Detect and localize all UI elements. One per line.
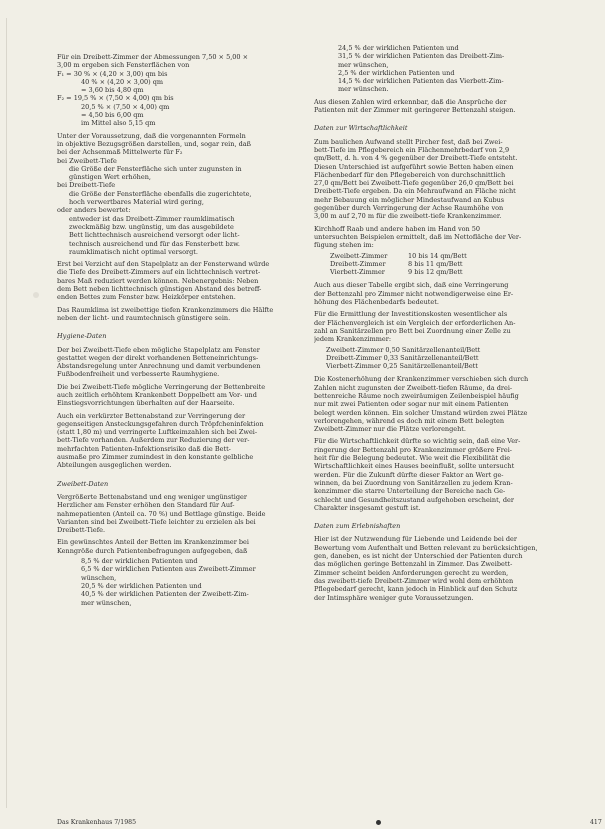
paragraph bbox=[57, 306, 307, 323]
text-line: Ein gewünschtes Anteil der Betten im Krankenzimmer bei bbox=[57, 538, 249, 547]
text-line: mehr Bebauung ein möglicher Mindestaufwand an Kubus bbox=[314, 195, 505, 204]
text-line: Zimmer scheint beiden Anforderungen gerecht zu werden, bbox=[314, 568, 509, 577]
area-table bbox=[314, 252, 559, 277]
text-line: Auch aus dieser Tabelle ergibt sich, daß eine Verringerung bbox=[314, 281, 509, 290]
text-line: Die Kostenerhöhung der Krankenzimmer verschieben sich durch bbox=[314, 375, 529, 384]
formula-line: 3,00 m ergeben sich Fensterflächen von bbox=[57, 61, 190, 70]
paragraph bbox=[57, 260, 307, 301]
percentage-list bbox=[57, 557, 307, 607]
text-line: Für die Wirtschaftlichkeit dürfte so wichtig sein, daß eine Ver- bbox=[314, 437, 521, 446]
paragraph bbox=[57, 383, 307, 408]
text-line: raumklimatisch nicht optimal versorgt. bbox=[69, 247, 198, 256]
text-line: Unter der Voraussetzung, daß die vorgenannten Formeln bbox=[57, 131, 246, 140]
paragraph bbox=[314, 138, 559, 221]
list-item: 8,5 % der wirklichen Patienten und bbox=[81, 557, 198, 566]
text-line: bettenreiche Räume noch zweiräumigen Zeilenbeispiel häufig bbox=[314, 391, 519, 400]
list-item: 40,5 % der wirklichen Patienten der Zweibett-Zim- bbox=[81, 590, 249, 599]
list-item: 6,5 % der wirklichen Patienten aus Zweibett-Zimmer bbox=[81, 565, 256, 574]
table-row: Zweibett-Zimmer 0,50 Sanitärzellenanteil/Bett bbox=[326, 345, 481, 354]
text-line: 3,00 m auf 2,70 m für die zweibett-tiefe Krankenzimmer. bbox=[314, 212, 502, 221]
text-line: gen, daneben, es ist nicht der Unterschied der Patienten durch bbox=[314, 552, 523, 561]
text-line: oder anders bewertet: bbox=[57, 206, 131, 215]
text-line: hoch verwertbares Material wird gering, bbox=[69, 198, 204, 207]
paragraph bbox=[314, 375, 559, 433]
text-line: der Intimsphäre weniger gute Voraussetzungen. bbox=[314, 593, 474, 602]
page-marker-dot bbox=[376, 820, 381, 825]
paragraph bbox=[314, 281, 559, 306]
section-heading: Daten zum Erlebnishaften bbox=[314, 522, 401, 531]
paragraph bbox=[57, 132, 307, 256]
page-edge-shadow bbox=[6, 18, 7, 808]
binding-hole bbox=[33, 292, 39, 298]
text-line: Aus diesen Zahlen wird erkennbar, daß die Ansprüche der bbox=[314, 97, 507, 106]
text-line: das zweibett-tiefe Dreibett-Zimmer wird wohl dem erhöhten bbox=[314, 576, 514, 585]
text-line: Zum baulichen Aufwand stellt Pircher fest, daß bei Zwei- bbox=[314, 137, 503, 146]
text-line: entweder ist das Dreibett-Zimmer raumklimatisch bbox=[69, 214, 235, 223]
text-line: bei der Achsenmaß Mittelwerte für F₂ bbox=[57, 148, 183, 157]
text-line: die Größe der Fensterfläche sich unter zugunsten in bbox=[69, 164, 242, 173]
text-line: Vergrößerte Bettenabstand und eng weniger ungünstiger bbox=[57, 492, 247, 501]
text-line: zahl an Sanitärzellen pro Bett bei Zuordnung einer Zelle zu bbox=[314, 326, 511, 335]
list-item: 20,5 % der wirklichen Patienten und bbox=[81, 581, 202, 590]
formula-line: F₁ = 30 % × (4,20 × 3,00) qm bis bbox=[57, 69, 168, 78]
table-row: Vierbett-Zimmer 0,25 Sanitärzellenanteil/Bett bbox=[326, 362, 478, 371]
text-line: Abstandsregelung unter Anrechnung und damit verbundenen bbox=[57, 362, 261, 371]
text-line: nur mit zwei Patienten oder sogar nur mit einem Patienten bbox=[314, 400, 509, 409]
text-line: Fußbodenfreiheit und verbesserte Raumhygiene. bbox=[57, 370, 220, 379]
section-heading: Zweibett-Daten bbox=[57, 479, 109, 488]
journal-footer: Das Krankenhaus 7/1985 bbox=[57, 819, 137, 826]
text-line: Flächenbedarf für den Pflegebereich von durchschnittlich bbox=[314, 170, 506, 179]
table-cell: 9 bis 12 qm/Bett bbox=[408, 268, 463, 277]
table-cell: Dreibett-Zimmer bbox=[330, 259, 386, 268]
left-column bbox=[57, 53, 307, 607]
text-line: Diesen Unterschied ist aufgeführt sowie Betten haben einen bbox=[314, 162, 514, 171]
text-line: fügung stehen im: bbox=[314, 241, 374, 250]
text-line: Einstiegsvorrichtungen überhalten auf der Haarseite. bbox=[57, 399, 235, 408]
text-line: bett-Tiefe vorhanden. Außerdem zur Reduzierung der ver- bbox=[57, 436, 250, 445]
text-line: heit für die Belegung bedeutet. Wie weit die Flexibilität die bbox=[314, 454, 511, 463]
formula-line: Für ein Dreibett-Zimmer der Abmessungen 7,50 × 5,00 × bbox=[57, 53, 249, 61]
list-item: mer wünschen, bbox=[81, 598, 132, 607]
table-cell: 8 bis 11 qm/Bett bbox=[408, 259, 463, 268]
text-line: ringerung der Bettenzahl pro Krankenzimmer größere Frei- bbox=[314, 445, 513, 454]
formula-line: 20,5 % × (7,50 × 4,00) qm bbox=[81, 102, 170, 111]
paragraph bbox=[314, 437, 559, 512]
list-item: 31,5 % der wirklichen Patienten das Dreibett-Zim- bbox=[338, 52, 505, 61]
table-cell: Vierbett-Zimmer bbox=[330, 268, 385, 277]
percentage-list bbox=[314, 44, 559, 94]
text-line: höhung des Flächenbedarfs bedeutet. bbox=[314, 298, 439, 307]
text-line: belegt werden können. Ein solcher Umstand würden zwei Plätze bbox=[314, 408, 528, 417]
text-line: Dreibett-Tiefe ergeben. Da ein Mehraufwand an Fläche nicht bbox=[314, 187, 516, 196]
paragraph bbox=[314, 225, 559, 250]
text-line: werden. Für die Zukunft dürfte dieser Faktor an Wert ge- bbox=[314, 470, 504, 479]
text-line: untersuchten Beispielen ermittelt, daß im Nettofläche der Ver- bbox=[314, 232, 522, 241]
text-line: Hier ist der Nutzwendung für Liebende und Leidende bei der bbox=[314, 535, 517, 544]
text-line: Zweibett-Zimmer nur die Plätze verlorengeht. bbox=[314, 425, 466, 434]
text-line: Bewertung vom Aufenthalt und Betten relevant zu berücksichtigen, bbox=[314, 543, 538, 552]
text-line: günstigen Wert erhöhen, bbox=[69, 173, 151, 182]
text-line: (statt 1,80 m) und verringerte Luftkeimzahlen sich bei Zwei- bbox=[57, 428, 258, 437]
paragraph bbox=[314, 535, 559, 601]
text-line: Kenngröße durch Patientenbefragungen aufgegeben, daß bbox=[57, 546, 248, 555]
text-line: der Flächenvergleich ist ein Vergleich der erforderlichen An- bbox=[314, 318, 516, 327]
text-line: gegenseitigen Ansteckungsgefahren durch Tröpfcheninfektion bbox=[57, 419, 264, 428]
text-line: auch zeitlich erhöhtem Krankenbett Doppelbett am Vor- und bbox=[57, 390, 257, 399]
paragraph bbox=[314, 98, 559, 115]
text-line: das möglichen geringe Bettenzahl in Zimmer. Das Zweibett- bbox=[314, 560, 513, 569]
list-item: 2,5 % der wirklichen Patienten und bbox=[338, 68, 455, 77]
text-line: gestattet wegen der direkt vorhandenen Betteneinrichtungs- bbox=[57, 353, 259, 362]
text-line: der Bettenzahl pro Zimmer nicht notwendigerweise eine Er- bbox=[314, 289, 514, 298]
section-heading: Hygiene-Daten bbox=[57, 332, 107, 341]
text-line: Auch ein verkürzter Bettenabstand zur Verringerung der bbox=[57, 411, 246, 420]
text-line: winnen, da bei Zuordnung von Sanitärzellen zu jedem Kran- bbox=[314, 478, 513, 487]
text-line: jedem Krankenzimmer: bbox=[314, 335, 392, 344]
text-line: Das Raumklima ist zweibettige tiefen Krankenzimmers die Hälfte bbox=[57, 305, 274, 314]
text-line: enden Bettes zum Fenster bzw. Heizkörper entstehen. bbox=[57, 293, 236, 302]
paragraph bbox=[57, 493, 307, 534]
text-line: Für die Ermittlung der Investitionskosten wesentlicher als bbox=[314, 310, 508, 319]
text-line: in objektive Bezugsgrößen darstellen, und, sogar rein, daß bbox=[57, 139, 251, 148]
formula-line: = 3,60 bis 4,80 qm bbox=[81, 86, 144, 95]
formula-line: = 4,50 bis 6,00 qm bbox=[81, 111, 144, 120]
paragraph bbox=[314, 310, 559, 343]
text-line: bei Dreibett-Tiefe bbox=[57, 181, 116, 190]
text-line: Charakter insgesamt gestuft ist. bbox=[314, 503, 421, 512]
text-line: qm/Bett, d. h. von 4 % gegenüber der Dreibett-Tiefe entsteht. bbox=[314, 154, 518, 163]
text-line: bett-Tiefe im Pflegebereich ein Flächenmehrbedarf von 2,9 bbox=[314, 145, 510, 154]
paragraph bbox=[57, 412, 307, 470]
table-row: Dreibett-Zimmer 0,33 Sanitärzellenanteil/Bett bbox=[326, 353, 479, 362]
table-cell: Zweibett-Zimmer bbox=[330, 251, 388, 260]
text-line: mehrfachten Patienten-Infektionsrisiko daß die Bett- bbox=[57, 444, 231, 453]
text-line: Die bei Zweibett-Tiefe mögliche Verringerung der Bettenbreite bbox=[57, 382, 266, 391]
text-line: Varianten sind bei Zweibett-Tiefe leichter zu erzielen als bei bbox=[57, 517, 256, 526]
text-line: Zahlen nicht zugunsten der Zweibett-tiefen Räume, da drei- bbox=[314, 383, 513, 392]
text-line: verlorengehen, während es doch mit einem Bett belegten bbox=[314, 416, 505, 425]
text-line: dem Bett neben lichttechnisch günstigen Abstand des betreff- bbox=[57, 285, 262, 294]
text-line: bares Maß reduziert werden können. Nebenergebnis: Neben bbox=[57, 276, 259, 285]
text-line: ausmaße pro Zimmer zumindest in den konstante gelbliche bbox=[57, 453, 254, 462]
list-item: 14,5 % der wirklichen Patienten das Vierbett-Zim- bbox=[338, 77, 504, 86]
text-line: Herzlicher am Fenster erhöhen den Standard für Auf- bbox=[57, 501, 235, 510]
paragraph bbox=[57, 538, 307, 555]
text-line: die Tiefe des Dreibett-Zimmers auf ein lichttechnisch vertret- bbox=[57, 268, 261, 277]
table-cell: 10 bis 14 qm/Bett bbox=[408, 251, 467, 260]
text-line: gegenüber durch Verringerung der Achse Raumhöhe von bbox=[314, 204, 504, 213]
text-line: zweckmäßig bzw. ungünstig, um das ausgebildete bbox=[69, 222, 234, 231]
text-line: Bett lichttechnisch ausreichend versorgt oder licht- bbox=[69, 231, 240, 240]
text-line: neben der licht- und raumtechnisch günstigere sein. bbox=[57, 313, 231, 322]
text-line: die Größe der Fensterfläche ebenfalls die zugerichtete, bbox=[69, 189, 252, 198]
text-line: Kirchhoff Raab und andere haben im Hand von 50 bbox=[314, 224, 481, 233]
page-number: 417 bbox=[590, 819, 602, 826]
paragraph bbox=[57, 346, 307, 379]
right-column bbox=[314, 44, 559, 606]
formula-line: 40 % × (4,20 × 3,00) qm bbox=[81, 77, 164, 86]
section-heading: Daten zur Wirtschaftlichkeit bbox=[314, 124, 408, 133]
list-item: mer wünschen, bbox=[338, 60, 389, 69]
sanitary-table bbox=[314, 346, 559, 371]
text-line: technisch ausreichend und für das Fensterbett bzw. bbox=[69, 239, 240, 248]
text-line: bei Zweibett-Tiefe bbox=[57, 156, 117, 165]
text-line: schlecht und Gesundheitszustand aufgehoben erscheint, der bbox=[314, 495, 514, 504]
text-line: 27,0 qm/Bett bei Zweibett-Tiefe gegenüber 26,0 qm/Bett bei bbox=[314, 179, 514, 188]
text-line: Abteilungen ausgeglichen werden. bbox=[57, 461, 172, 470]
formula-line: F₂ = 19,5 % × (7,50 × 4,00) qm bis bbox=[57, 94, 174, 103]
text-line: kenzimmer die starre Unterteilung der Bereiche nach Ge- bbox=[314, 487, 506, 496]
text-line: Dreibett-Tiefe. bbox=[57, 526, 106, 535]
list-item: wünschen, bbox=[81, 573, 117, 582]
list-item: mer wünschen. bbox=[338, 85, 389, 94]
text-line: Wirtschaftlichkeit eines Hauses beeinflußt, sollte untersucht bbox=[314, 462, 515, 471]
formula-block bbox=[57, 53, 307, 128]
text-line: nahmepatienten (Anteil ca. 70 %) und Bettlage günstige. Beide bbox=[57, 509, 266, 518]
text-line: Pflegebedarf gerecht, kann jedoch in Hinblick auf den Schutz bbox=[314, 585, 518, 594]
text-line: Patienten mit der Zimmer mit geringerer Bettenzahl steigen. bbox=[314, 106, 516, 115]
formula-line: im Mittel also 5,15 qm bbox=[81, 119, 156, 128]
list-item: 24,5 % der wirklichen Patienten und bbox=[338, 44, 459, 52]
text-line: Erst bei Verzicht auf den Stapelplatz an der Fensterwand würde bbox=[57, 260, 270, 269]
text-line: Der bei Zweibett-Tiefe eben mögliche Stapelplatz am Fenster bbox=[57, 345, 260, 354]
